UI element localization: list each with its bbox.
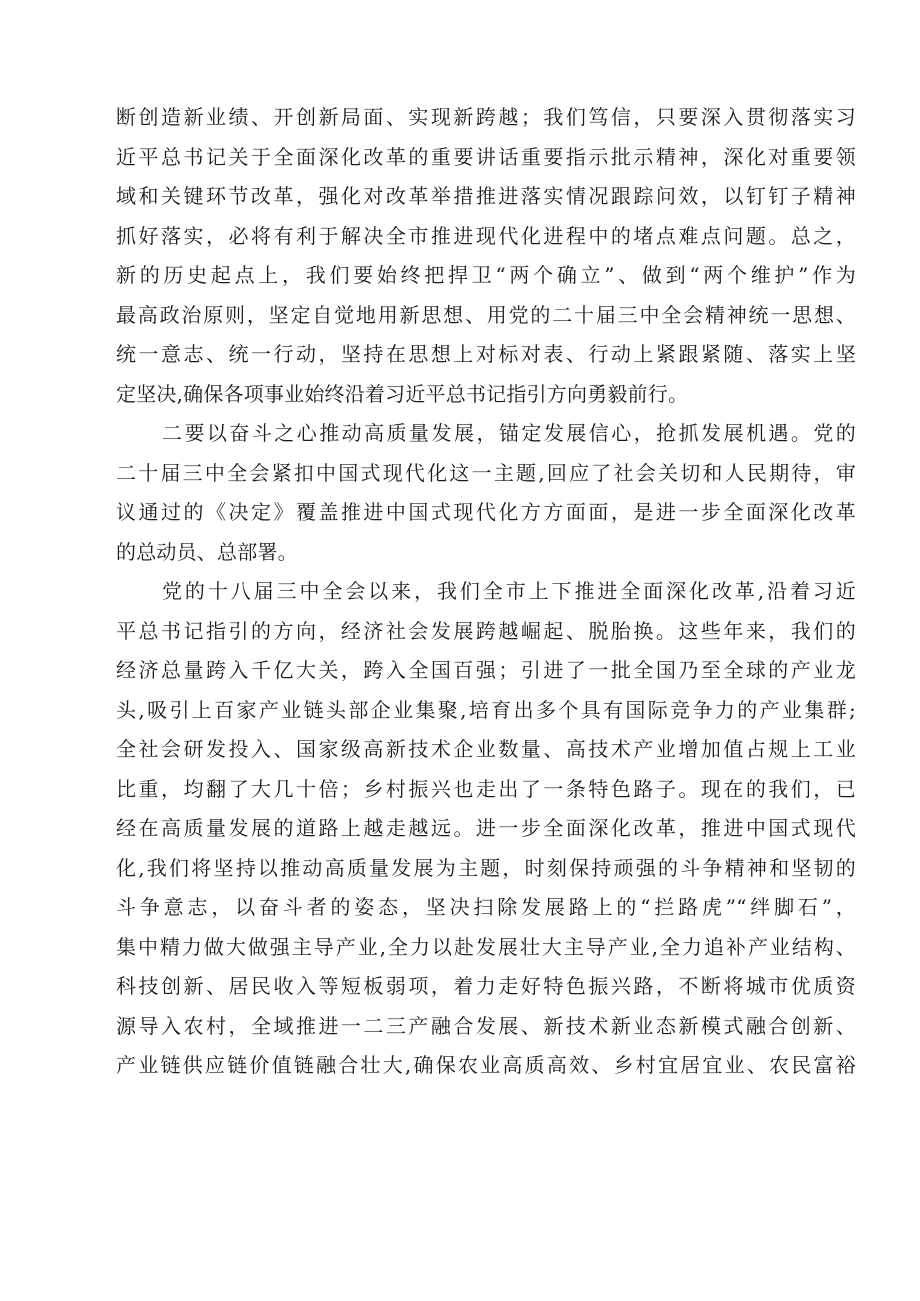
text-line: 平总书记指引的方向，经济社会发展跨越崛起、脱胎换。这些年来，我们的 (116, 618, 856, 643)
text-line: 抓好落实，必将有利于解决全市推进现代化进程中的堵点难点问题。总之， (116, 223, 856, 248)
text-line: 经在高质量发展的道路上越走越远。进一步全面深化改革，推进中国式现代 (116, 816, 856, 840)
text-line: 比重，均翻了大几十倍；乡村振兴也走出了一条特色路子。现在的我们，已 (116, 776, 856, 801)
text-line: 最高政治原则，坚定自觉地用新思想、用党的二十届三中全会精神统一思想、 (116, 302, 856, 327)
document-body (116, 98, 856, 1086)
text-line: 化,我们将坚持以推动高质量发展为主题，时刻保持顽强的斗争精神和坚韧的 (116, 855, 856, 880)
text-line: 的总动员、总部署。 (116, 539, 298, 564)
text-line: 域和关键环节改革，强化对改革举措推进落实情况跟踪问效，以钉钉子精神 (116, 184, 856, 208)
text-line: 二要以奋斗之心推动高质量发展，锚定发展信心，抢抓发展机遇。党的 (162, 421, 856, 445)
text-line: 全社会研发投入、国家级高新技术企业数量、高技术产业增加值占规上工业 (116, 737, 856, 761)
text-line: 断创造新业绩、开创新局面、实现新跨越；我们笃信，只要深入贯彻落实习 (116, 105, 856, 129)
paragraph-3 (116, 572, 856, 1086)
text-line: 近平总书记关于全面深化改革的重要讲话重要指示批示精神，深化对重要领 (116, 144, 856, 169)
paragraph-1 (116, 98, 856, 414)
paragraph-2 (116, 414, 856, 572)
text-line: 定坚决,确保各项事业始终沿着习近平总书记指引方向勇毅前行。 (116, 381, 689, 406)
text-line: 统一意志、统一行动，坚持在思想上对标对表、行动上紧跟紧随、落实上坚 (116, 342, 856, 366)
text-line: 新的历史起点上，我们要始终把捍卫“两个确立”、做到“两个维护”作为 (116, 263, 856, 287)
text-line: 头,吸引上百家产业链头部企业集聚,培育出多个具有国际竞争力的产业集群; (116, 697, 856, 722)
text-line: 经济总量跨入千亿大关，跨入全国百强；引进了一批全国乃至全球的产业龙 (116, 658, 856, 682)
text-line: 产业链供应链价值链融合壮大,确保农业高质高效、乡村宜居宜业、农民富裕 (116, 1053, 856, 1077)
text-line: 科技创新、居民收入等短板弱项，着力走好特色振兴路，不断将城市优质资 (116, 974, 856, 998)
text-line: 二十届三中全会紧扣中国式现代化这一主题,回应了社会关切和人民期待，审 (116, 460, 856, 485)
text-line: 议通过的《决定》覆盖推进中国式现代化方方面面，是进一步全面深化改革 (116, 500, 856, 524)
text-line: 源导入农村，全域推进一二三产融合发展、新技术新业态新模式融合创新、 (116, 1013, 856, 1038)
text-line: 党的十八届三中全会以来，我们全市上下推进全面深化改革,沿着习近 (162, 579, 856, 603)
text-line: 斗争意志，以奋斗者的姿态，坚决扫除发展路上的“拦路虎”“绊脚石”， (116, 895, 856, 919)
text-line: 集中精力做大做强主导产业,全力以赴发展壮大主导产业,全力追补产业结构、 (116, 934, 856, 959)
